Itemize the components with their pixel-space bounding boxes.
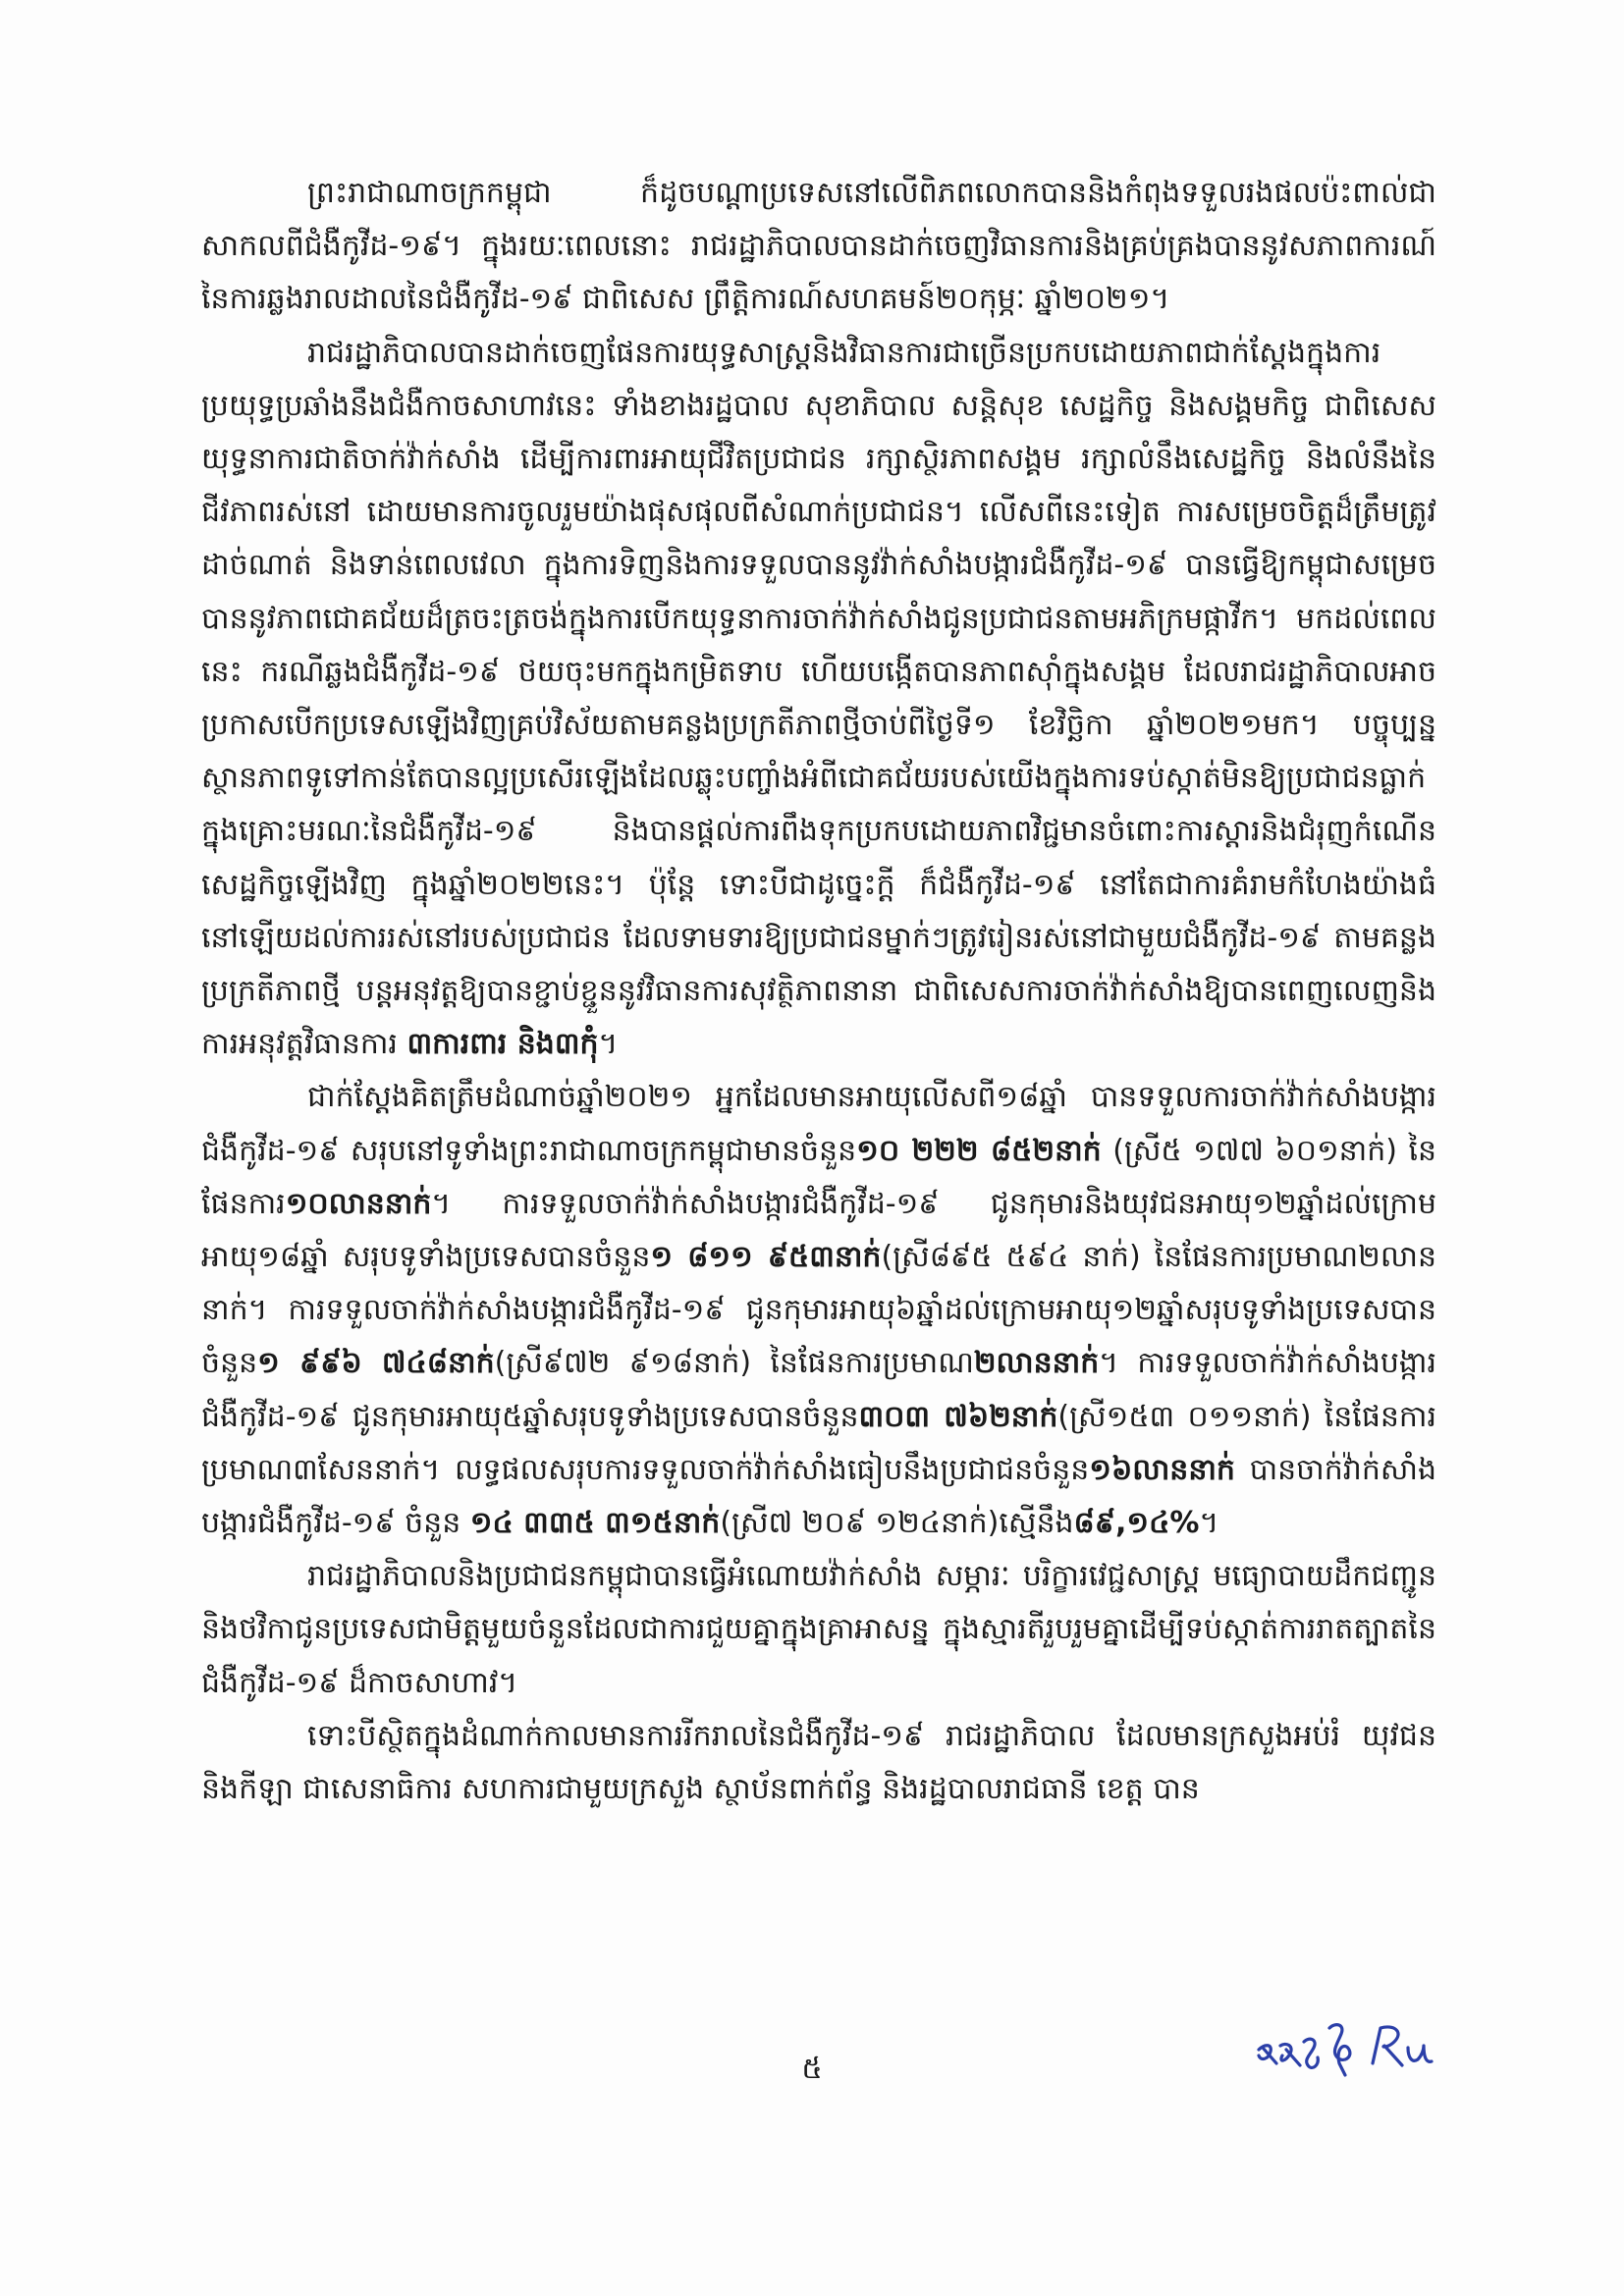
bold-text: ២លាននាក់: [973, 1346, 1100, 1381]
bold-text: ១៦លាននាក់: [1089, 1452, 1235, 1487]
body-text: [201, 167, 1436, 1816]
bold-text: ១៤ ៣៣៥ ៣១៥នាក់: [469, 1506, 721, 1541]
bold-text: ១ ៩៩៦ ៧៤៨នាក់: [257, 1346, 495, 1381]
paragraph: [201, 327, 1436, 1072]
paragraph: [201, 1550, 1436, 1710]
paragraph-text: ។ ការទទួលចាក់វ៉ាក់សាំងបង្ការជំងឺកូវីដ-១៩ ជូនកុមារអាយុ៥ឆ្នាំសរុបទូទាំងប្រទេសបានចំនួន: [201, 1346, 1437, 1434]
paragraph-text: (ស្រី១៥៣ ០១១នាក់) នៃផែនការប្រមាណ៣សែននាក់។ លទ្ធផលសរុបការទទួលចាក់វ៉ាក់សាំងធៀបនឹងប្រជាជនចំនួន: [201, 1399, 1436, 1487]
paragraph-text: ។ ការទទួលចាក់វ៉ាក់សាំងបង្ការជំងឺកូវីដ-១៩ ជូនកុមារនិងយុវជនអាយុ១២ឆ្នាំដល់ក្រោមអាយុ១៨ឆ្នាំ សរុបទូទាំងប្រទេសបានចំនួន: [201, 1186, 1436, 1275]
paragraph-text: (ស្រី៧ ២០៩ ១២៤នាក់)ស្មើនឹង: [720, 1506, 1074, 1541]
page-number: ៥: [801, 2052, 823, 2086]
paragraph-text: រាជរដ្ឋាភិបាលបានដាក់ចេញផែនការយុទ្ធសាស្ត្រនិងវិធានការជាច្រើនប្រកបដោយភាពជាក់ស្តែងក្នុងការប្រយុទ្ធប្រឆាំងនឹងជំងឺកាចសាហាវនេះ ទាំងខាងរដ្ឋបាល សុខាភិបាល សន្តិសុខ សេដ្ឋកិច្ច និងសង្គមកិច្ច ជាពិសេសយុទ្ធនាការជាតិចាក់វ៉ាក់សាំង ដើម្បីការពារអាយុជីវិតប្រជាជន រក្សាស្ថិរភាពសង្គម រក្សាលំនឹងសេដ្ឋកិច្ច និងលំនឹងនៃជីវភាពរស់នៅ ដោយមានការចូលរួមយ៉ាងផុសផុលពីសំណាក់ប្រជាជន។ លើសពីនេះទៀត ការសម្រេចចិត្តដ៏ត្រឹមត្រូវ ដាច់ណាត់ និងទាន់ពេលវេលា ក្នុងការទិញនិងការទទួលបាននូវវ៉ាក់សាំងបង្ការជំងឺកូវីដ-១៩ បានធ្វើឱ្យកម្ពុជាសម្រេចបាននូវភាពជោគជ័យដ៏ត្រចះត្រចង់ក្នុងការបើកយុទ្ធនាការចាក់វ៉ាក់សាំងជូនប្រជាជនតាមអភិក្រមផ្កាវីក។ មកដល់ពេលនេះ ករណីឆ្លងជំងឺកូវីដ-១៩ ថយចុះមកក្នុងកម្រិតទាប ហើយបង្កើតបានភាពស៊ាំក្នុងសង្គម ដែលរាជរដ្ឋាភិបាលអាចប្រកាសបើកប្រទេសឡើងវិញគ្រប់វិស័យតាមគន្លងប្រក្រតីភាពថ្មីចាប់ពីថ្ងៃទី១ ខែវិច្ឆិកា ឆ្នាំ២០២១មក។ បច្ចុប្បន្នស្ថានភាពទូទៅកាន់តែបានល្អប្រសើរឡើងដែលឆ្លុះបញ្ចាំងអំពីជោគជ័យរបស់យើងក្នុងការទប់ស្កាត់មិនឱ្យប្រជាជនធ្លាក់ក្នុងគ្រោះមរណៈនៃជំងឺកូវីដ-១៩ និងបានផ្តល់ការពឹងទុកប្រកបដោយភាពវិជ្ជមានចំពោះការស្តារនិងជំរុញកំណើនសេដ្ឋកិច្ចឡើងវិញ ក្នុងឆ្នាំ២០២២នេះ។ ប៉ុន្តែ ទោះបីជាដូច្នេះក្តី ក៏ជំងឺកូវីដ-១៩ នៅតែជាការគំរាមកំហែងយ៉ាងធំនៅឡើយដល់ការរស់នៅរបស់ប្រជាជន ដែលទាមទារឱ្យប្រជាជនម្នាក់ៗត្រូវរៀនរស់នៅជាមួយជំងឺកូវីដ-១៩ តាមគន្លងប្រក្រតីភាពថ្មី បន្តអនុវត្តឱ្យបានខ្ជាប់ខ្ជួននូវវិធានការសុវត្ថិភាពនានា ជាពិសេសការចាក់វ៉ាក់សាំងឱ្យបានពេញលេញនិងការអនុវត្តវិធានការ: [201, 335, 1436, 1062]
paragraph-text: ទោះបីស្ថិតក្នុងដំណាក់កាលមានការរីករាលនៃជំងឺកូវីដ-១៩ រាជរដ្ឋាភិបាល ដែលមានក្រសួងអប់រំ យុវជន និងកីឡា ជាសេនាធិការ សហការជាមួយក្រសួង ស្ថាប័នពាក់ព័ន្ធ និងរដ្ឋបាលរាជធានី ខេត្ត បាន: [201, 1718, 1436, 1807]
paragraph: [201, 1710, 1436, 1816]
bold-text: ៣០៣ ៧៦២នាក់: [858, 1399, 1058, 1434]
bold-text: ១០លាននាក់: [285, 1186, 432, 1221]
paragraph-text: (ស្រី៨៩៥ ៥៩៤ នាក់) នៃផែនការប្រមាណ២លាននាក់។ ការទទួលចាក់វ៉ាក់សាំងបង្ការជំងឺកូវីដ-១៩ ជូនកុមារអាយុ៦ឆ្នាំដល់ក្រោមអាយុ១២ឆ្នាំសរុបទូទាំងប្រទេសបានចំនួន: [201, 1240, 1437, 1381]
paragraph-text: ព្រះរាជាណាចក្រកម្ពុជា ក៏ដូចបណ្តាប្រទេសនៅលើពិភពលោកបាននិងកំពុងទទួលរងផលប៉ះពាល់ជាសាកលពីជំងឺកូវីដ-១៩។ ក្នុងរយៈពេលនោះ រាជរដ្ឋាភិបាលបានដាក់ចេញវិធានការនិងគ្រប់គ្រងបាននូវសភាពការណ៍នៃការឆ្លងរាលដាលនៃជំងឺកូវីដ-១៩ ជាពិសេស ព្រឹត្តិការណ៍សហគមន៍២០កុម្ភៈ ឆ្នាំ២០២១។: [201, 176, 1436, 317]
paragraph-text: (ស្រី៩៧២ ៩១៨នាក់) នៃផែនការប្រមាណ: [494, 1346, 974, 1381]
paragraph: [201, 1071, 1436, 1550]
paragraph-text: ជាក់ស្តែងគិតត្រឹមដំណាច់ឆ្នាំ២០២១ អ្នកដែលមានអាយុលើសពី១៨ឆ្នាំ បានទទួលការចាក់វ៉ាក់សាំងបង្ការជំងឺកូវីដ-១៩ សរុបនៅទូទាំងព្រះរាជាណាចក្រកម្ពុជាមានចំនួន: [201, 1080, 1436, 1168]
bold-text: ៣ការពារ និង៣កុំ: [406, 1027, 599, 1062]
bold-text: ៨៩,១៤%: [1073, 1506, 1200, 1541]
paragraph-text: ។: [598, 1027, 619, 1062]
handwritten-initials: [1247, 2014, 1483, 2083]
paragraph: [201, 167, 1436, 327]
paragraph-text: ។: [1199, 1506, 1219, 1541]
paragraph-text: រាជរដ្ឋាភិបាលនិងប្រជាជនកម្ពុជាបានធ្វើអំណោយវ៉ាក់សាំង សម្ភារៈ បរិក្ខារវេជ្ជសាស្ត្រ មធ្យោបាយដឹកជញ្ជូន និងថវិកាជូនប្រទេសជាមិត្តមួយចំនួនដែលជាការជួយគ្នាក្នុងគ្រាអាសន្ន ក្នុងស្មារតីរួបរួមគ្នាដើម្បីទប់ស្កាត់ការរាតត្បាតនៃជំងឺកូវីដ-១៩ ដ៏កាចសាហាវ។: [201, 1559, 1436, 1700]
paragraph-text: (ស្រី៥ ១៧៧ ៦០១នាក់) នៃផែនការ: [201, 1133, 1437, 1221]
paragraph-text: បានចាក់វ៉ាក់សាំងបង្ការជំងឺកូវីដ-១៩ ចំនួន: [201, 1452, 1437, 1541]
bold-text: ១០ ២២២ ៨៥២នាក់: [856, 1133, 1102, 1168]
bold-text: ១ ៨១១ ៩៥៣នាក់: [650, 1240, 882, 1275]
